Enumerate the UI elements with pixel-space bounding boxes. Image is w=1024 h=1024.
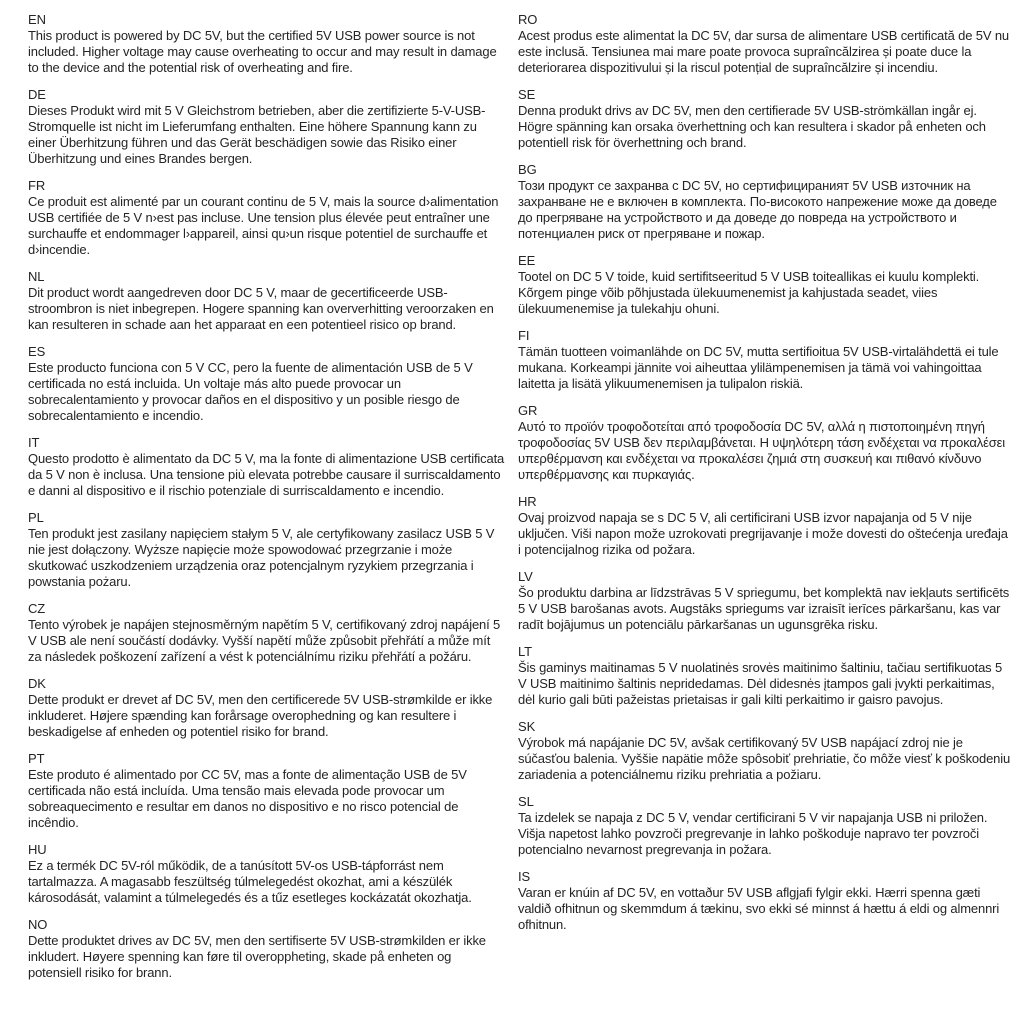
language-code-label: IS	[518, 869, 531, 884]
language-code-label: PL	[28, 510, 44, 525]
language-section	[28, 12, 506, 76]
language-warning-text: Tento výrobek je napájen stejnosměrným napětím 5 V, certifikovaný zdroj napájení 5 V USB ale není součástí dodávky. Vyšší napětí může způsobit přehřátí a může mít za následek poškození zařízení a vést k potenciálnímu riziku přehřátí a požáru.	[28, 617, 501, 664]
language-section	[28, 344, 506, 424]
language-code-label: EE	[518, 253, 536, 268]
language-section	[28, 751, 506, 831]
language-section	[28, 842, 506, 906]
language-warning-text: Este produto é alimentado por CC 5V, mas a fonte de alimentação USB de 5V certificada não está incluída. Uma tensão mais elevada pode provocar um sobreaquecimento e resultar em danos no dispositivo e no risco potencial de incêndio.	[28, 767, 467, 830]
language-code-label: PT	[28, 751, 45, 766]
language-section	[518, 569, 1012, 633]
language-warning-text: Ta izdelek se napaja z DC 5 V, vendar certificirani 5 V vir napajanja USB ni priložen. Višja napetost lahko povzroči pregrevanje in lahko poškoduje napravo ter povzroči potencialno nevarnost pregrevanja in požara.	[518, 810, 988, 857]
language-warning-text: This product is powered by DC 5V, but the certified 5V USB power source is not included. Higher voltage may cause overheating to occur and may result in damage to the device and the potential risk of overheating and fire.	[28, 28, 497, 75]
language-warning-text: Dieses Produkt wird mit 5 V Gleichstrom betrieben, aber die zertifizierte 5-V-USB-Stromquelle ist nicht im Lieferumfang enthalten. Eine höhere Spannung kann zu einer Überhitzung führen und das Gerät beschädigen sowie das Risiko einer Überhitzung und eines Brandes bergen.	[28, 103, 486, 166]
language-code-label: FR	[28, 178, 46, 193]
language-code-label: NO	[28, 917, 48, 932]
language-section	[518, 494, 1012, 558]
language-warning-text: Αυτό το προϊόν τροφοδοτείται από τροφοδοσία DC 5V, αλλά η πιστοποιημένη πηγή τροφοδοσίας 5V USB δεν περιλαμβάνεται. Η υψηλότερη τάση ενδέχεται να προκαλέσει υπερθέρμανση και ενδέχεται να προκαλέσει ζημιά στη συσκευή και πιθανό κίνδυνο υπερθέρμανσης και πυρκαγιάς.	[518, 419, 1006, 482]
language-section	[518, 403, 1012, 483]
language-code-label: ES	[28, 344, 46, 359]
language-warning-text: Dette produkt er drevet af DC 5V, men den certificerede 5V USB-strømkilde er ikke inkluderet. Højere spænding kan forårsage overophedning og kan resultere i beskadigelse af enheden og potentiel risiko for brand.	[28, 692, 493, 739]
language-section	[518, 253, 1012, 317]
language-code-label: SL	[518, 794, 534, 809]
safety-notice-page	[28, 12, 1012, 1024]
language-section	[518, 794, 1012, 858]
language-warning-text: Šo produktu darbina ar līdzstrāvas 5 V spriegumu, bet komplektā nav iekļauts sertificēts 5 V USB barošanas avots. Augstāks spriegums var izraisīt ierīces pārkaršanu, kas var radīt bojājumus un potenciālu pārkaršanas un ugunsgrēka risku.	[518, 585, 1010, 632]
language-section	[518, 719, 1012, 783]
language-code-label: HR	[518, 494, 537, 509]
language-code-label: RO	[518, 12, 538, 27]
language-warning-text: Questo prodotto è alimentato da DC 5 V, ma la fonte di alimentazione USB certificata da 5 V non è inclusa. Una tensione più elevata potrebbe causare il surriscaldamento e danni al dispositivo e il rischio potenziale di surriscaldamento e incendio.	[28, 451, 505, 498]
language-warning-text: Tämän tuotteen voimanlähde on DC 5V, mutta sertifioitua 5V USB-virtalähdettä ei tule mukana. Korkeampi jännite voi aiheuttaa ylilämpenemisen ja tämä voi vahingoittaa laitetta ja lisätä ylikuumenemisen ja tulipalon riskiä.	[518, 344, 999, 391]
language-code-label: SE	[518, 87, 536, 102]
left-column	[28, 12, 506, 1024]
language-warning-text: Ovaj proizvod napaja se s DC 5 V, ali certificirani USB izvor napajanja od 5 V nije uključen. Viši napon može uzrokovati pregrijavanje i može dovesti do oštećenja uređaja i potencijalnog rizika od požara.	[518, 510, 1008, 557]
language-code-label: IT	[28, 435, 40, 450]
language-section	[28, 676, 506, 740]
language-code-label: DE	[28, 87, 46, 102]
language-section	[28, 917, 506, 981]
language-section	[518, 644, 1012, 708]
language-code-label: BG	[518, 162, 537, 177]
language-code-label: EN	[28, 12, 46, 27]
language-section	[518, 87, 1012, 151]
language-code-label: GR	[518, 403, 538, 418]
language-warning-text: Ce produit est alimenté par un courant continu de 5 V, mais la source d›alimentation USB certifiée de 5 V n›est pas incluse. Une tension plus élevée peut entraîner une surchauffe et endommager l›appareil, ainsi qu›un risque potentiel de surchauffe et d›incendie.	[28, 194, 499, 257]
language-warning-text: Varan er knúin af DC 5V, en vottaður 5V USB aflgjafi fylgir ekki. Hærri spenna gæti valdið ofhitnun og skemmdum á tækinu, svo ekki sé minnst á hættu á eldi og almennri ofhitnun.	[518, 885, 1000, 932]
language-section	[518, 328, 1012, 392]
language-warning-text: Acest produs este alimentat la DC 5V, dar sursa de alimentare USB certificată de 5V nu este inclusă. Tensiunea mai mare poate provoca supraîncălzirea și poate duce la deteriorarea dispozitivului și la riscul potențial de supraîncălzire și incendiu.	[518, 28, 1009, 75]
language-warning-text: Tootel on DC 5 V toide, kuid sertifitseeritud 5 V USB toiteallikas ei kuulu komplekti. Kõrgem pinge võib põhjustada ülekuumenemist ja kahjustada seadet, viies ülekuumenemise ja tulekahju ohuni.	[518, 269, 980, 316]
language-code-label: LT	[518, 644, 533, 659]
language-warning-text: Výrobok má napájanie DC 5V, avšak certifikovaný 5V USB napájací zdroj nie je súčasťou balenia. Vyššie napätie môže spôsobiť prehriatie, čo môže viesť k poškodeniu zariadenia a potenciálnemu riziku prehriatia a požiaru.	[518, 735, 1011, 782]
language-warning-text: Denna produkt drivs av DC 5V, men den certifierade 5V USB-strömkällan ingår ej. Högre spänning kan orsaka överhettning och kan resultera i skador på enheten och potentiell risk för överhettning och brand.	[518, 103, 986, 150]
language-warning-text: Šis gaminys maitinamas 5 V nuolatinės srovės maitinimo šaltiniu, tačiau sertifikuotas 5 V USB maitinimo šaltinis nepridedamas. Dėl didesnės įtampos gali įvykti perkaitimas, dėl kurio gali būti pažeistas prietaisas ir gali kilti perkaitimo ir gaisro pavojus.	[518, 660, 1003, 707]
language-code-label: NL	[28, 269, 45, 284]
language-code-label: HU	[28, 842, 47, 857]
language-section	[518, 162, 1012, 242]
language-section	[28, 87, 506, 167]
language-warning-text: Dit product wordt aangedreven door DC 5 V, maar de gecertificeerde USB-stroombron is niet inbegrepen. Hogere spanning kan oververhitting veroorzaken en kan resulteren in schade aan het apparaat en een potentieel risico op brand.	[28, 285, 494, 332]
language-section	[28, 269, 506, 333]
language-section	[28, 178, 506, 258]
right-column	[518, 12, 1012, 1024]
language-section	[28, 510, 506, 590]
language-section	[28, 435, 506, 499]
language-warning-text: Este producto funciona con 5 V CC, pero la fuente de alimentación USB de 5 V certificada no está incluida. Un voltaje más alto puede provocar un sobrecalentamiento y provocar daños en el dispositivo y un posible riesgo de sobrecalentamiento e incendio.	[28, 360, 473, 423]
language-code-label: CZ	[28, 601, 46, 616]
language-code-label: DK	[28, 676, 46, 691]
language-warning-text: Този продукт се захранва с DC 5V, но сертифицираният 5V USB източник на захранване не е включен в комплекта. По-високото напрежение може да доведе до прегряване на устройството и да доведе до повреда на устройството и потенциален риск от прегряване и пожар.	[518, 178, 997, 241]
language-section	[518, 869, 1012, 933]
language-warning-text: Ez a termék DC 5V-ról működik, de a tanúsított 5V-os USB-tápforrást nem tartalmazza. A magasabb feszültség túlmelegedést okozhat, ami a készülék károsodását, valamint a túlmelegedés és a tűz esetleges kockázatát okozhatja.	[28, 858, 472, 905]
language-section	[28, 601, 506, 665]
language-code-label: FI	[518, 328, 530, 343]
language-warning-text: Dette produktet drives av DC 5V, men den sertifiserte 5V USB-strømkilden er ikke inkludert. Høyere spenning kan føre til overoppheting, skade på enheten og potensiell risiko for brann.	[28, 933, 486, 980]
language-code-label: SK	[518, 719, 536, 734]
language-warning-text: Ten produkt jest zasilany napięciem stałym 5 V, ale certyfikowany zasilacz USB 5 V nie jest dołączony. Wyższe napięcie może spowodować przegrzanie i może skutkować uszkodzeniem urządzenia oraz potencjalnym ryzykiem przegrzania i powstania pożaru.	[28, 526, 495, 589]
language-code-label: LV	[518, 569, 533, 584]
language-section	[518, 12, 1012, 76]
